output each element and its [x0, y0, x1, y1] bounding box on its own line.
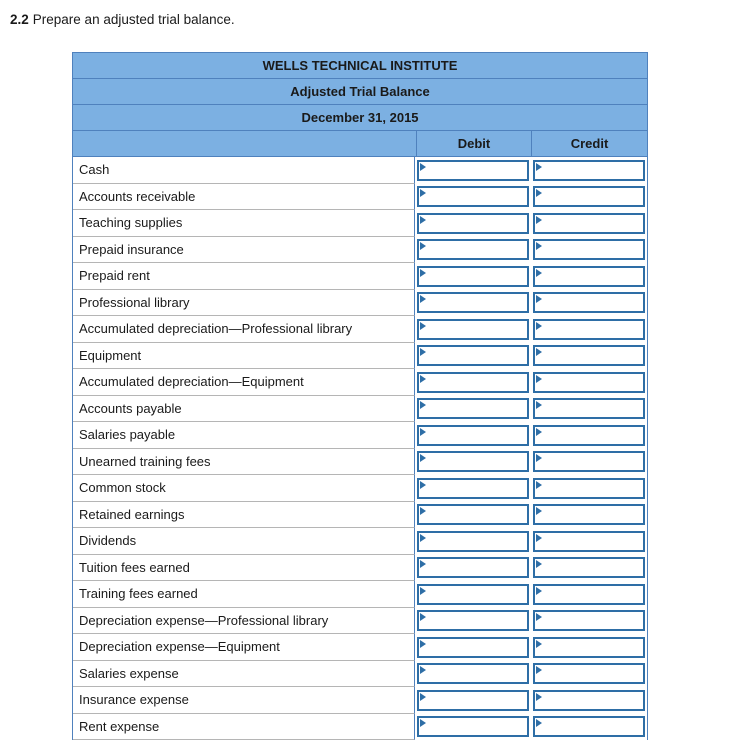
- credit-cell: [531, 396, 647, 423]
- credit-cell: [531, 237, 647, 264]
- trial-balance-table: [72, 52, 648, 740]
- column-header-credit: Credit: [570, 136, 609, 151]
- table-row: [73, 263, 647, 290]
- account-name: Salaries expense: [73, 661, 415, 688]
- credit-input[interactable]: [533, 610, 645, 631]
- dropdown-caret-icon: [536, 666, 542, 674]
- dropdown-caret-icon: [420, 454, 426, 462]
- debit-input[interactable]: [417, 345, 529, 366]
- credit-cell: [531, 528, 647, 555]
- account-name: Accounts receivable: [73, 184, 415, 211]
- debit-cell: [415, 157, 531, 184]
- debit-cell: [415, 608, 531, 635]
- debit-input[interactable]: [417, 478, 529, 499]
- credit-cell: [531, 449, 647, 476]
- debit-cell: [415, 369, 531, 396]
- dropdown-caret-icon: [420, 534, 426, 542]
- dropdown-caret-icon: [420, 348, 426, 356]
- dropdown-caret-icon: [420, 216, 426, 224]
- table-date: December 31, 2015: [73, 105, 647, 131]
- account-name: Depreciation expense—Professional library: [73, 608, 415, 635]
- debit-input[interactable]: [417, 160, 529, 181]
- credit-cell: [531, 661, 647, 688]
- credit-cell: [531, 263, 647, 290]
- dropdown-caret-icon: [536, 401, 542, 409]
- account-name: Equipment: [73, 343, 415, 370]
- debit-cell: [415, 343, 531, 370]
- dropdown-caret-icon: [536, 481, 542, 489]
- dropdown-caret-icon: [420, 163, 426, 171]
- dropdown-caret-icon: [420, 269, 426, 277]
- column-header-account: [73, 131, 417, 156]
- table-row: [73, 369, 647, 396]
- credit-input[interactable]: [533, 186, 645, 207]
- account-name: Cash: [73, 157, 415, 184]
- debit-input[interactable]: [417, 425, 529, 446]
- debit-cell: [415, 290, 531, 317]
- account-name: Professional library: [73, 290, 415, 317]
- credit-cell: [531, 714, 647, 740]
- table-row: [73, 634, 647, 661]
- debit-input[interactable]: [417, 451, 529, 472]
- debit-cell: [415, 661, 531, 688]
- dropdown-caret-icon: [536, 428, 542, 436]
- debit-cell: [415, 422, 531, 449]
- account-name: Common stock: [73, 475, 415, 502]
- dropdown-caret-icon: [420, 613, 426, 621]
- dropdown-caret-icon: [536, 640, 542, 648]
- debit-input[interactable]: [417, 186, 529, 207]
- table-row: [73, 687, 647, 714]
- dropdown-caret-icon: [536, 269, 542, 277]
- account-name: Accumulated depreciation—Equipment: [73, 369, 415, 396]
- table-row: [73, 528, 647, 555]
- debit-cell: [415, 449, 531, 476]
- column-header-debit: Debit: [417, 131, 532, 156]
- table-row: [73, 343, 647, 370]
- debit-cell: [415, 581, 531, 608]
- task-text: Prepare an adjusted trial balance.: [32, 12, 235, 27]
- table-row: [73, 316, 647, 343]
- credit-cell: [531, 369, 647, 396]
- dropdown-caret-icon: [420, 560, 426, 568]
- dropdown-caret-icon: [536, 587, 542, 595]
- credit-cell: [531, 502, 647, 529]
- credit-cell: [531, 210, 647, 237]
- table-row: [73, 608, 647, 635]
- credit-input[interactable]: [533, 398, 645, 419]
- account-name: Tuition fees earned: [73, 555, 415, 582]
- debit-input[interactable]: [417, 398, 529, 419]
- credit-input[interactable]: [533, 266, 645, 287]
- debit-cell: [415, 316, 531, 343]
- account-name: Insurance expense: [73, 687, 415, 714]
- dropdown-caret-icon: [536, 242, 542, 250]
- dropdown-caret-icon: [420, 295, 426, 303]
- credit-input[interactable]: [533, 319, 645, 340]
- table-body: [73, 157, 647, 740]
- dropdown-caret-icon: [536, 163, 542, 171]
- debit-cell: [415, 555, 531, 582]
- dropdown-caret-icon: [420, 189, 426, 197]
- credit-input[interactable]: [533, 213, 645, 234]
- debit-input[interactable]: [417, 716, 529, 737]
- debit-input[interactable]: [417, 637, 529, 658]
- credit-cell: [531, 316, 647, 343]
- dropdown-caret-icon: [420, 587, 426, 595]
- debit-cell: [415, 237, 531, 264]
- credit-cell: [531, 290, 647, 317]
- debit-input[interactable]: [417, 557, 529, 578]
- credit-input[interactable]: [533, 663, 645, 684]
- debit-cell: [415, 210, 531, 237]
- account-name: Unearned training fees: [73, 449, 415, 476]
- credit-cell: [531, 687, 647, 714]
- account-name: Training fees earned: [73, 581, 415, 608]
- debit-cell: [415, 634, 531, 661]
- credit-input[interactable]: [533, 584, 645, 605]
- account-name: Teaching supplies: [73, 210, 415, 237]
- dropdown-caret-icon: [536, 560, 542, 568]
- dropdown-caret-icon: [536, 375, 542, 383]
- table-row: [73, 661, 647, 688]
- credit-input[interactable]: [533, 557, 645, 578]
- debit-input[interactable]: [417, 531, 529, 552]
- credit-cell: [531, 157, 647, 184]
- dropdown-caret-icon: [536, 454, 542, 462]
- dropdown-caret-icon: [536, 719, 542, 727]
- debit-input[interactable]: [417, 239, 529, 260]
- table-row: [73, 422, 647, 449]
- debit-input[interactable]: [417, 319, 529, 340]
- debit-input[interactable]: [417, 266, 529, 287]
- table-row: [73, 157, 647, 184]
- dropdown-caret-icon: [420, 375, 426, 383]
- table-subtitle: Adjusted Trial Balance: [73, 79, 647, 105]
- dropdown-caret-icon: [536, 693, 542, 701]
- account-name: Dividends: [73, 528, 415, 555]
- dropdown-caret-icon: [420, 693, 426, 701]
- table-row: [73, 210, 647, 237]
- credit-input[interactable]: [533, 345, 645, 366]
- debit-input[interactable]: [417, 663, 529, 684]
- table-title: WELLS TECHNICAL INSTITUTE: [73, 53, 647, 79]
- account-name: Prepaid rent: [73, 263, 415, 290]
- debit-cell: [415, 714, 531, 740]
- dropdown-caret-icon: [420, 322, 426, 330]
- credit-input[interactable]: [533, 690, 645, 711]
- dropdown-caret-icon: [536, 348, 542, 356]
- dropdown-caret-icon: [536, 534, 542, 542]
- account-name: Rent expense: [73, 714, 415, 740]
- account-name: Salaries payable: [73, 422, 415, 449]
- dropdown-caret-icon: [420, 666, 426, 674]
- account-name: Accounts payable: [73, 396, 415, 423]
- credit-cell: [531, 422, 647, 449]
- table-row: [73, 237, 647, 264]
- debit-input[interactable]: [417, 372, 529, 393]
- credit-input[interactable]: [533, 637, 645, 658]
- credit-cell: [531, 475, 647, 502]
- dropdown-caret-icon: [420, 719, 426, 727]
- dropdown-caret-icon: [536, 613, 542, 621]
- dropdown-caret-icon: [420, 507, 426, 515]
- credit-cell: [531, 634, 647, 661]
- debit-cell: [415, 687, 531, 714]
- debit-input[interactable]: [417, 610, 529, 631]
- table-row: [73, 184, 647, 211]
- dropdown-caret-icon: [420, 481, 426, 489]
- credit-cell: [531, 343, 647, 370]
- credit-input[interactable]: [533, 292, 645, 313]
- debit-cell: [415, 263, 531, 290]
- dropdown-caret-icon: [536, 216, 542, 224]
- debit-cell: [415, 502, 531, 529]
- debit-input[interactable]: [417, 504, 529, 525]
- debit-cell: [415, 184, 531, 211]
- table-row: [73, 581, 647, 608]
- table-row: [73, 290, 647, 317]
- debit-cell: [415, 475, 531, 502]
- debit-cell: [415, 528, 531, 555]
- credit-cell: [531, 608, 647, 635]
- table-row: [73, 449, 647, 476]
- table-row: [73, 555, 647, 582]
- dropdown-caret-icon: [420, 640, 426, 648]
- credit-input[interactable]: [533, 478, 645, 499]
- account-name: Depreciation expense—Equipment: [73, 634, 415, 661]
- account-name: Accumulated depreciation—Professional library: [73, 316, 415, 343]
- credit-input[interactable]: [533, 372, 645, 393]
- debit-input[interactable]: [417, 292, 529, 313]
- credit-cell: [531, 184, 647, 211]
- credit-cell: [531, 555, 647, 582]
- column-header-row: [73, 131, 647, 157]
- dropdown-caret-icon: [536, 295, 542, 303]
- debit-input[interactable]: [417, 584, 529, 605]
- credit-input[interactable]: [533, 504, 645, 525]
- table-row: [73, 714, 647, 740]
- task-title: [0, 0, 756, 27]
- credit-cell: [531, 581, 647, 608]
- credit-input[interactable]: [533, 531, 645, 552]
- dropdown-caret-icon: [420, 428, 426, 436]
- debit-cell: [415, 396, 531, 423]
- account-name: Retained earnings: [73, 502, 415, 529]
- dropdown-caret-icon: [420, 242, 426, 250]
- credit-input[interactable]: [533, 160, 645, 181]
- dropdown-caret-icon: [536, 189, 542, 197]
- debit-input[interactable]: [417, 213, 529, 234]
- account-name: Prepaid insurance: [73, 237, 415, 264]
- dropdown-caret-icon: [536, 322, 542, 330]
- table-row: [73, 475, 647, 502]
- credit-input[interactable]: [533, 716, 645, 737]
- task-number: 2.2: [10, 12, 29, 27]
- debit-input[interactable]: [417, 690, 529, 711]
- dropdown-caret-icon: [536, 507, 542, 515]
- table-row: [73, 502, 647, 529]
- dropdown-caret-icon: [420, 401, 426, 409]
- credit-input[interactable]: [533, 239, 645, 260]
- credit-input[interactable]: [533, 425, 645, 446]
- credit-input[interactable]: [533, 451, 645, 472]
- table-row: [73, 396, 647, 423]
